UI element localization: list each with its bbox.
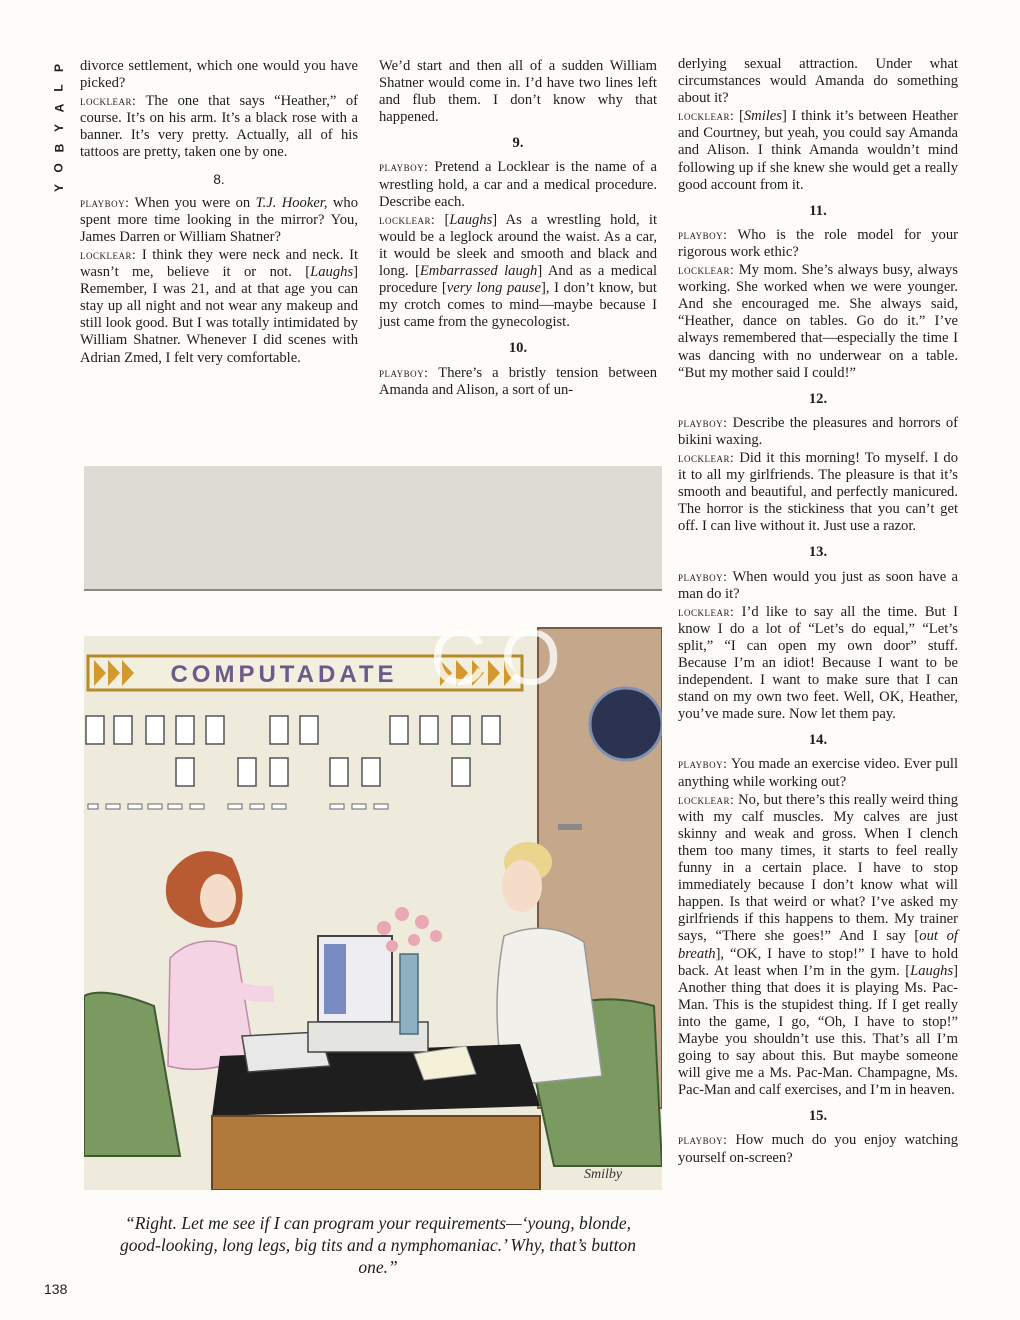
stage-direction: out of breath (678, 928, 958, 962)
answer-text: ], “OK, I have to stop!” I have to hold back. At least when I’m in the gym. [ (678, 945, 958, 979)
paragraph: divorce settlement, which one would you have picked? (80, 58, 358, 92)
answer-paragraph (678, 791, 958, 1100)
flower-vase (400, 954, 418, 1034)
question-number: 10. (508, 340, 528, 357)
question-number: 15. (808, 1108, 828, 1125)
speaker-label: locklear: (678, 108, 735, 124)
question-number: 12. (808, 390, 828, 407)
answer-paragraph (80, 246, 358, 367)
question-text: There’s a bristly tension between Amanda and Alison, a sort of un- (379, 364, 657, 398)
answer-text: ] Remember, I was 21, and at that age you can stay up all night and not wear any makeup and still look good. But I was totally intimidated by William Shatner. Whenever I did scenes with Adrian Zmed, I felt very comfortable. (80, 264, 358, 366)
answer-text: No, but there’s this really weird thing with my calf muscles. My calves are just skinny and weak and gross. When I clench them too many times, it starts to feel really funny in a certain place. I have to stop immediately because I don’t know what will happen. Is that weird or what? I’ve asked my girlfriends if this happens to them. My trainer says, “There she goes!” And I say [ (678, 791, 958, 945)
speaker-label: playboy: (678, 226, 728, 242)
speaker-label: playboy: (678, 568, 728, 584)
answer-paragraph (80, 92, 358, 161)
answer-text: I think they were neck and neck. It wasn’t me, believe it or not. [ (80, 246, 358, 281)
stage-direction: very long pause (446, 280, 542, 297)
answer-paragraph (379, 211, 657, 332)
speaker-label: locklear: (678, 791, 735, 807)
question-number: 9. (512, 135, 524, 152)
brand-letter: Y (51, 183, 66, 193)
question-paragraph (678, 226, 958, 261)
cartoon-caption: “Right. Let me see if I can program your requirements—‘young, blonde, good-looking, long legs, big tits and a nymphomaniac.’ Why, that’s button one.” (120, 1213, 636, 1277)
question-paragraph (678, 568, 958, 603)
paragraph: derlying sexual attraction. Under what circumstances would Amanda do something about it? (678, 56, 958, 107)
woman-face (200, 874, 236, 922)
question-paragraph (678, 755, 958, 790)
question-number: 8. (213, 171, 225, 187)
page-number: 138 (44, 1281, 68, 1297)
speaker-label: locklear: (379, 211, 436, 227)
vertical-brand (50, 58, 68, 198)
question-text: When would you just as soon have a man do it? (678, 568, 958, 602)
question-number: 13. (808, 544, 828, 561)
question-text: who spent more time looking in the mirror? You, James Darren or William Shatner? (80, 194, 358, 245)
artist-signature: Smilby (584, 1167, 623, 1182)
stage-direction: Embarrassed laugh (419, 263, 538, 280)
door-handle (558, 824, 582, 830)
watermark: CO (430, 613, 575, 701)
question-paragraph (379, 158, 657, 210)
question-paragraph (80, 194, 358, 246)
answer-text: My mom. She’s always busy, always working. She worked when we were younger. And she encouraged me. She always said, “Heather, dance on tables. Go do it.” I’ve always remembered that—especially the time I was dancing with no underwear on a table. “But my mother said I could!” (678, 262, 958, 381)
speaker-label: playboy: (379, 159, 429, 175)
stage-direction: Laughs (310, 264, 354, 281)
question-paragraph (678, 414, 958, 449)
answer-text: ], I don’t know, but my crotch comes to mind—maybe because I just came from the gynecologist. (379, 280, 657, 331)
text-column-3 (678, 56, 958, 1167)
speaker-label: locklear: (80, 93, 137, 109)
speaker-label: locklear: (80, 246, 137, 262)
speaker-label: playboy: (80, 194, 130, 210)
speaker-label: playboy: (678, 1132, 728, 1148)
speaker-label: playboy: (678, 756, 728, 772)
text-column-1 (80, 58, 358, 367)
question-text: Who is the role model for your rigorous work ethic? (678, 226, 958, 260)
brand-letter: P (51, 63, 66, 73)
question-text: Pretend a Locklear is the name of a wrestling hold, a car and a medical procedure. Describe each. (379, 159, 657, 210)
stage-direction: Laughs (449, 211, 493, 228)
brand-letter: A (51, 103, 66, 113)
sign-text: COMPUTADATE (170, 661, 398, 688)
man-face (502, 860, 542, 912)
question-text: How much do you enjoy watching yourself on-screen? (678, 1132, 958, 1166)
question-number: 11. (809, 202, 827, 219)
question-paragraph (379, 364, 657, 399)
question-text: Describe the pleasures and horrors of bikini waxing. (678, 414, 958, 448)
brand-letter: O (52, 163, 66, 173)
question-number: 14. (808, 732, 828, 749)
speaker-label: locklear: (678, 449, 735, 465)
text-column-2 (379, 58, 657, 399)
cartoon-illustration (84, 466, 662, 1190)
answer-paragraph (678, 603, 958, 724)
answer-text: Did it this morning! To myself. I do it to all my girlfriends. The pleasure is that it’s smooth and beautiful, and perfectly manicured. The horror is the stickiness that you can’t get off. I can live without it. Just use a razor. (678, 449, 958, 535)
brand-letter: Y (51, 123, 66, 133)
answer-text: ] I think it’s between Heather and Courtney, but yeah, you could say Amanda and Alison. I think Amanda wouldn’t mind following up if she knew she would get a really good account from it. (678, 108, 959, 193)
speaker-label: locklear: (678, 262, 735, 278)
answer-paragraph (678, 107, 958, 193)
indicator-lights (88, 804, 388, 809)
show-title: T.J. Hooker, (255, 194, 328, 211)
speaker-label: playboy: (678, 414, 728, 430)
computer-screen (324, 944, 346, 1014)
question-text: When you were on (129, 194, 256, 211)
woman-arm (224, 986, 274, 994)
question-paragraph (678, 1131, 958, 1166)
porthole-window (590, 688, 662, 760)
stage-direction: Smiles (743, 108, 782, 125)
speaker-label: playboy: (379, 364, 429, 380)
wall-panel (84, 466, 662, 590)
question-text: You made an exercise video. Ever pull anything while working out? (678, 756, 958, 790)
answer-paragraph (678, 261, 958, 382)
brand-letter: L (52, 84, 66, 92)
answer-paragraph (678, 449, 958, 535)
desk-front (212, 1116, 540, 1190)
speaker-label: locklear: (678, 603, 735, 619)
answer-text: [ (435, 211, 450, 228)
answer-text: I’d like to say all the time. But I know I do a lot of “Let’s do equal,” “Let’s split,” “I can open my own door” stuff. Because I’m an idiot! Because I want to be independent. I want to make sure that I can stand on my own two feet. Well, OK, Heather, you’ve made sure. Now let them pay. (678, 603, 958, 723)
brand-letter: B (51, 143, 66, 153)
paragraph: We’d start and then all of a sudden William Shatner would come in. I’d have two lines left and flub them. I don’t know why that happened. (379, 58, 657, 126)
answer-text: ] As a wrestling hold, it would be a leglock around the waist. As a car, it would be sleek and smooth and black and long. [ (379, 211, 658, 280)
stage-direction: Laughs (910, 962, 954, 979)
answer-text: ] And as a medical procedure [ (379, 263, 657, 297)
answer-text: [ (734, 108, 744, 125)
answer-text: The one that says “Heather,” of course. It’s on his arm. It’s a black rose with a banner. It’s very pretty. Actually, all of his tattoos are pretty, taken one by one. (80, 93, 358, 161)
answer-text: ] Another thing that does it is playing Ms. Pac-Man. This is the stupidest thing. If I get really into the game, I go, “Oh, I have to stop!” Maybe you shouldn’t use this. That’s all I’m going to say about this. But maybe someone will give me a Ms. Pac-Man. Champagne, Ms. Pac-Man and calf exercises, and I’m in heaven. (678, 962, 958, 1099)
